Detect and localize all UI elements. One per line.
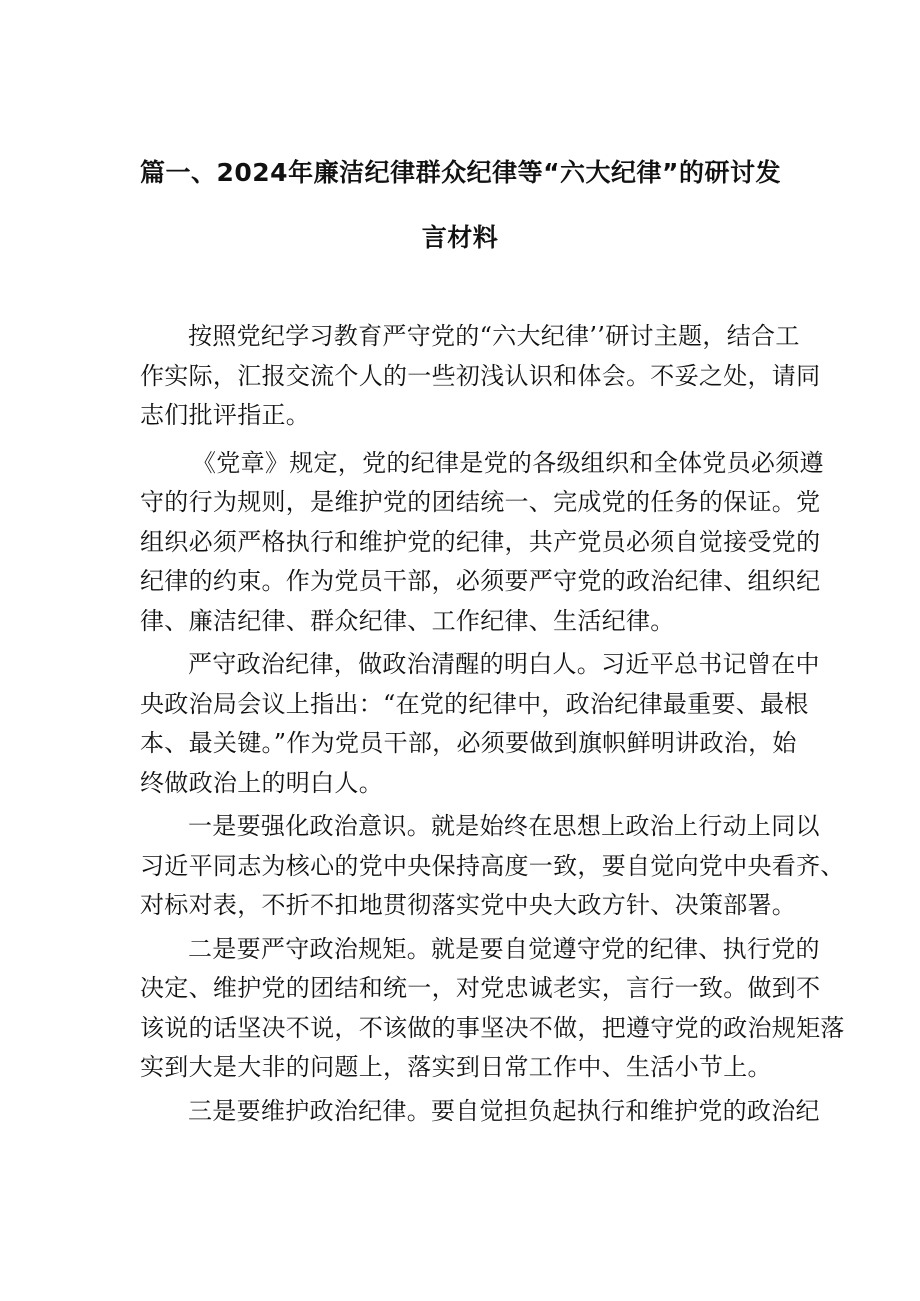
text-line: 决定、维护党的团结和统一，对党忠诚老实，言行一致。做到不: [140, 974, 821, 1002]
text-line: 按照党纪学习教育严守党的“六大纪律’’研讨主题，结合工: [188, 322, 800, 350]
text-line: 严守政治纪律，做政治清醒的明白人。习近平总书记曾在中: [188, 650, 820, 678]
text-line: 律、廉洁纪律、群众纪律、工作纪律、生活纪律。: [140, 606, 675, 635]
text-line: 守的行为规则，是维护党的团结统一、完成党的任务的保证。党: [140, 488, 821, 516]
text-line: 习近平同志为核心的党中央保持高度一致，要自觉向党中央看齐、: [140, 851, 845, 880]
text-line: 组织必须严格执行和维护党的纪律，共产党员必须自觉接受党的: [140, 527, 821, 556]
document-body: [140, 317, 845, 1131]
text-line: 终做政治上的明白人。: [140, 768, 383, 797]
document-title-line-2: 言材料: [421, 223, 499, 252]
text-line: 实到大是大非的问题上，落实到日常工作中、生活小节上。: [140, 1053, 772, 1081]
text-line: 三是要维护政治纪律。要自觉担负起执行和维护党的政治纪: [188, 1096, 820, 1125]
text-line: 对标对表，不折不扣地贯彻落实党中央大政方针、决策部署。: [140, 891, 797, 919]
text-line: 二是要严守政治规矩。就是要自觉遵守党的纪律、执行党的: [188, 934, 820, 963]
paragraph-3: [140, 645, 820, 803]
text-line: 该说的话坚决不说，不该做的事坚决不做，把遵守党的政治规矩落: [140, 1013, 845, 1042]
text-line: 一是要强化政治意识。就是始终在思想上政治上行动上同以: [188, 812, 820, 840]
text-line: 志们批评指正。: [140, 401, 311, 429]
paragraph-1: [140, 317, 821, 436]
paragraph-6: [140, 1092, 820, 1132]
paragraph-5: [140, 930, 845, 1088]
text-line: 《党章》规定，党的纪律是党的各级组织和全体党员必须遵: [192, 448, 824, 477]
text-line: 作实际，汇报交流个人的一些初浅认识和体会。不妥之处，请同: [140, 361, 821, 390]
paragraph-2: [140, 444, 824, 642]
text-line: 纪律的约束。作为党员干部，必须要严守党的政治纪律、组织纪: [140, 567, 821, 595]
document-title-line-1: 篇一、2024年廉洁纪律群众纪律等“六大纪律”的研讨发: [140, 158, 781, 187]
paragraph-4: [140, 807, 845, 926]
text-line: 央政治局会议上指出：“在党的纪律中，政治纪律最重要、最根: [140, 689, 809, 718]
text-line: 本、最关键。”作为党员干部，必须要做到旗帜鲜明讲政治，始: [140, 729, 797, 757]
